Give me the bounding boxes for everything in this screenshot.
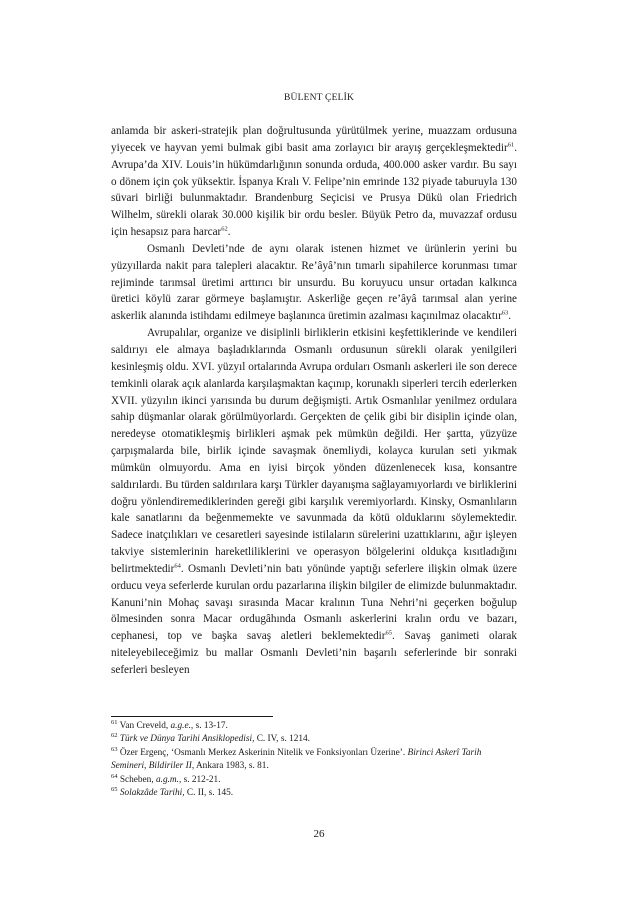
text-run: Avrupalılar, organize ve disiplinli birliklerin etkisini keşfettiklerinde ve kendileri saldırıyı ele almaya başladıklarında Osmanlı ordusunun sürekli olarak yenilgileri kesinleşmiş oldu. XVI. yüzyıl ortalarında Avrupa orduları Osmanlı askerleri ile son derece temkinli olarak açık alanlarda karşılaşmaktan kaçınıp, korunaklı siperleri tercih ederlerken XVII. yüzyılın ikinci yarısında bu durum değişmişti. Artık Osmanlılar yenilmez ordulara sahip düşmanlar olarak görülmüyorlardı. Gerçekten de çelik gibi bir disiplin içinde olan, neredeyse otomatikleşmiş birlikleri aşmak pek mümkün değildi. Her şartta, yüzyüze çarpışmalarda bile, birlik içinde savaşmak önemliydi, kolayca kurulan seti yıkmak mümkün olmuyordu. Ama en iyisi birçok yönden düzenlenecek kısa, konsantre saldırılardı. Bu türden saldırılara karşı Türkler dayanışma sağlayamıyorlardı ve birliklerini doğru yönlendiremediklerinden gereği gibi karşılık veremiyorlardı. Kinsky, Osmanlıların kale sanatlarını da beğenmemekte ve savunmada da kötü olduklarını söylemektedir. Sadece inatçılıkları ve cesaretleri sayesinde istilaların sürelerini uzattıklarını, ağır işleyen takviye sistemlerinin hareketliliklerini ve operasyon bölgelerini oldukça kısıtladığını belirtmektedir	[111, 327, 517, 575]
footnote	[111, 774, 517, 787]
footnote	[111, 787, 517, 800]
text-run: , C. IV, s. 1214.	[252, 734, 311, 745]
footnote-number: 63	[111, 745, 118, 753]
text-run: Scheben,	[117, 774, 156, 785]
text-run: .	[227, 226, 231, 239]
text-run: , Ankara 1983, s. 81.	[191, 761, 269, 772]
text-run: Van Creveld,	[117, 721, 171, 731]
text-run: . Osmanlı Devleti’nin batı yönünde yaptığı seferlere ilişkin olmak üzere orducu veya seferlerde kurulan ordu pazarlarına ilişkin bilgiler de elimizde bulunmaktadır. Kanuni’nin Mohaç savaşı sırasında Macar kralının Tuna Nehri’ni geçerken boğulup ölmesinden sonra Macar ordugâhında Osmanlı askerlerini kralın ordu ve bazarı, cephanesi, top ve başka savaş aletleri beklemektedir	[111, 562, 517, 643]
text-run: Osmanlı Devleti’nde de aynı olarak istenen hizmet ve ürünlerin yerini bu yüzyıllarda nakit para talepleri alacaktır. Re’âyâ’nın tımarlı sipahilerce korunması tımar rejiminde tarımsal üretimi arttırıcı bir unsurdu. Bu koruyucu unsur ortadan kalkınca üretici köylü zarar görmeye başlamıştır. Askerliğe geçen re’âyâ tarımsal alan yerine askerlik alanında istihdamı edilmeye başlanınca üretimin azalması kaçınılmaz olacaktır	[111, 242, 517, 323]
italic-text: Birinci Askerî Tarih Semineri, Bildiriler II	[111, 747, 482, 772]
text-run: . Savaş ganimeti olarak niteleyebileceğimiz bu mallar Osmanlı Devleti’nin başarılı seferlerinde bir sonraki seferleri besleyen	[111, 630, 517, 676]
text-run: Özer Ergenç, ‘Osmanlı Merkez Askerinin Nitelik ve Fonksiyonları Üzerine’.	[117, 747, 408, 758]
text-run: s. 13-17.	[193, 721, 228, 731]
italic-text: a.g.m.,	[155, 774, 182, 785]
text-run: s. 212-21.	[181, 774, 221, 785]
text-run: anlamda bir askeri-stratejik plan doğrultusunda yürütülmek yerine, muazzam ordusuna yiyecek ve hayvan yemi bulmak gibi basit ama zorlayıcı bir arayış gerçekleşmektedir	[111, 125, 517, 154]
text-run: C. II, s. 145.	[184, 788, 234, 799]
footnote	[111, 747, 517, 774]
footnote-number: 62	[111, 732, 118, 740]
footnote-ref: 61	[507, 141, 515, 149]
italic-text: Türk ve Dünya Tarihi Ansiklopedisi	[119, 734, 253, 745]
footnote	[111, 720, 517, 733]
footnote-number: 64	[111, 772, 118, 780]
paragraph	[111, 325, 517, 679]
footnote-ref: 65	[385, 629, 392, 637]
footnote-ref: 63	[501, 309, 509, 317]
italic-text: a.g.e.,	[170, 721, 194, 731]
footnotes	[111, 720, 517, 800]
text-run: .	[508, 310, 512, 323]
footnote-ref: 62	[221, 225, 228, 233]
italic-text: Solakzâde Tarihi,	[119, 788, 185, 799]
footnote	[111, 733, 517, 746]
paragraph	[111, 241, 517, 325]
footnote-number: 65	[111, 785, 118, 793]
footnote-rule	[111, 716, 273, 717]
running-head: BÜLENT ÇELİK	[283, 93, 355, 103]
page-number: 26	[313, 828, 325, 840]
paragraph	[111, 123, 517, 241]
footnote-number: 61	[111, 718, 118, 726]
text-run: . Avrupa’da XIV. Louis’in hükümdarlığının sonunda orduda, 400.000 asker vardır. Bu sayı o dönem için çok yüksektir. İspanya Kralı V. Felipe’nin emrinde 132 piyade taburuyla 130 süvari birliği bulunmaktadır. Brandenburg Seçicisi ve Prusya Dükü olan Friedrich Wilhelm, sürekli olarak 30.000 kişilik bir ordu besler. Büyük Petro da, muvazzaf ordusu için hesapsız para harcar	[111, 141, 517, 239]
footnote-ref: 64	[174, 562, 181, 570]
body-text	[111, 123, 517, 679]
